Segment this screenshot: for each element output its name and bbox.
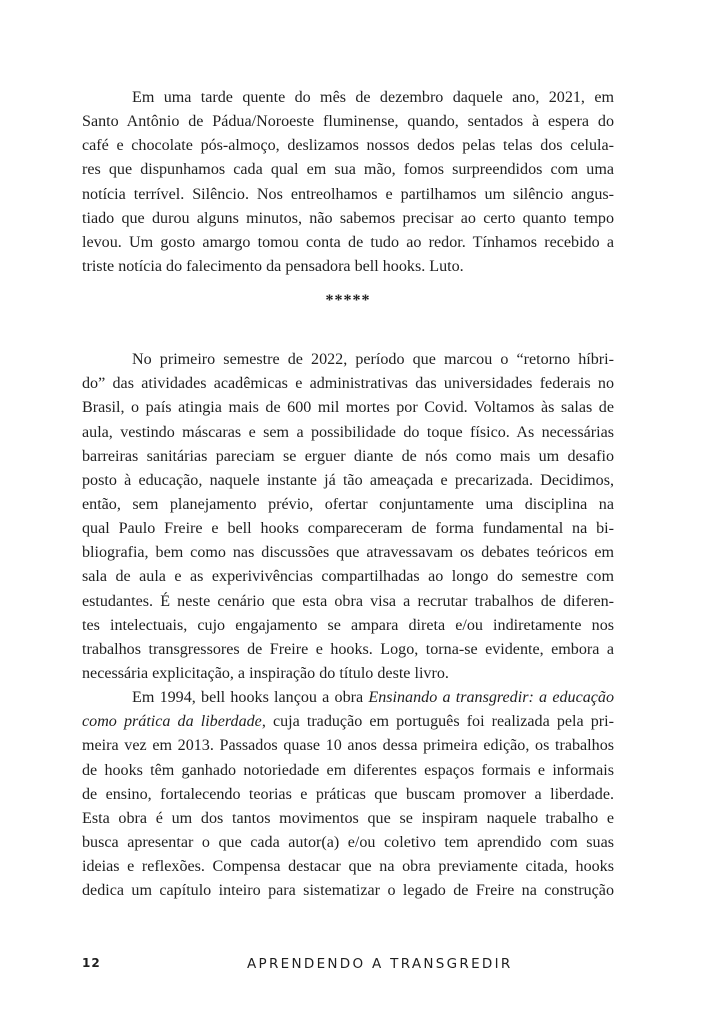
text-line: tes intelectuais, cujo engajamento se ampara direta e/ou indiretamente nos [82, 616, 614, 634]
text-line: barreiras sanitárias pareciam se erguer diante de nós como mais um desafio [82, 447, 614, 465]
text-line: meira vez em 2013. Passados quase 10 anos dessa primeira edição, os trabalhos [82, 737, 614, 755]
page-body [82, 86, 614, 903]
text-line: bliografia, bem como nas discussões que atravessavam os debates teóricos em [82, 544, 614, 562]
text-line: Esta obra é um dos tantos movimentos que se inspiram naquele trabalho e [82, 809, 614, 827]
text-line: necessária explicitação, a inspiração do título deste livro. [82, 664, 449, 682]
text-line: sala de aula e as experivivências compartilhadas ao longo do semestre com [82, 568, 614, 586]
text-line: Santo Antônio de Pádua/Noroeste fluminense, quando, sentados à espera do [82, 113, 614, 131]
text-line: tiado que durou alguns minutos, não sabemos precisar ao certo quanto tempo [82, 209, 614, 227]
section-separator: ***** [325, 292, 371, 310]
page-number: 12 [82, 956, 101, 970]
text-line: estudantes. É neste cenário que esta obra visa a recrutar trabalhos de diferen- [82, 592, 614, 610]
text-line [82, 686, 614, 710]
text-fragment: , cuja tradução em português foi realizada pela pri- [261, 713, 614, 731]
page-footer [82, 956, 614, 976]
text-fragment: Em 1994, bell hooks lançou a obra [132, 689, 369, 707]
text-line: trabalhos transgressores de Freire e hooks. Logo, torna-se evidente, embora a [82, 640, 614, 658]
text-line: qual Paulo Freire e bell hooks compareceram de forma fundamental na bi- [82, 520, 614, 538]
text-line: levou. Um gosto amargo tomou conta de tudo ao redor. Tínhamos recebido a [82, 233, 614, 251]
text-line: de ensino, fortalecendo teorias e práticas que buscam promover a liberdade. [82, 785, 614, 803]
book-title-italic: como prática da liberdade [82, 713, 262, 731]
paragraph-1 [82, 86, 614, 279]
text-line: Em uma tarde quente do mês de dezembro daquele ano, 2021, em [132, 89, 614, 106]
paragraph-3 [82, 686, 614, 903]
text-line: res que dispunhamos cada qual em sua mão, fomos surpreendidos com uma [82, 161, 614, 179]
text-line: posto à educação, naquele instante já tão ameaçada e precarizada. Decidimos, [82, 471, 614, 489]
text-line: dedica um capítulo inteiro para sistematizar o legado de Freire na construção [82, 882, 614, 900]
text-line: então, sem planejamento prévio, ofertar conjuntamente uma disciplina na [82, 495, 614, 513]
text-line [82, 710, 614, 734]
text-line: do” das atividades acadêmicas e administrativas das universidades federais no [82, 375, 614, 393]
text-line: No primeiro semestre de 2022, período que marcou o “retorno híbri- [132, 351, 614, 369]
text-line: busca apresentar o que cada autor(a) e/ou coletivo tem aprendido com suas [82, 833, 614, 851]
book-title-italic: Ensinando a transgredir: a educação [368, 689, 614, 707]
running-head: APRENDENDO A TRANSGREDIR [247, 956, 513, 972]
text-line: ideias e reflexões. Compensa destacar que na obra previamente citada, hooks [82, 858, 614, 876]
text-line: aula, vestindo máscaras e sem a possibilidade do toque físico. As necessárias [82, 423, 614, 441]
text-line: de hooks têm ganhado notoriedade em diferentes espaços formais e informais [82, 761, 614, 779]
text-line: triste notícia do falecimento da pensadora bell hooks. Luto. [82, 257, 464, 275]
text-line: Brasil, o país atingia mais de 600 mil mortes por Covid. Voltamos às salas de [82, 399, 614, 417]
text-line: notícia terrível. Silêncio. Nos entreolhamos e partilhamos um silêncio angus- [82, 185, 614, 203]
paragraph-2 [82, 348, 614, 686]
text-line: café e chocolate pós-almoço, deslizamos nossos dedos pelas telas dos celula- [82, 137, 614, 155]
